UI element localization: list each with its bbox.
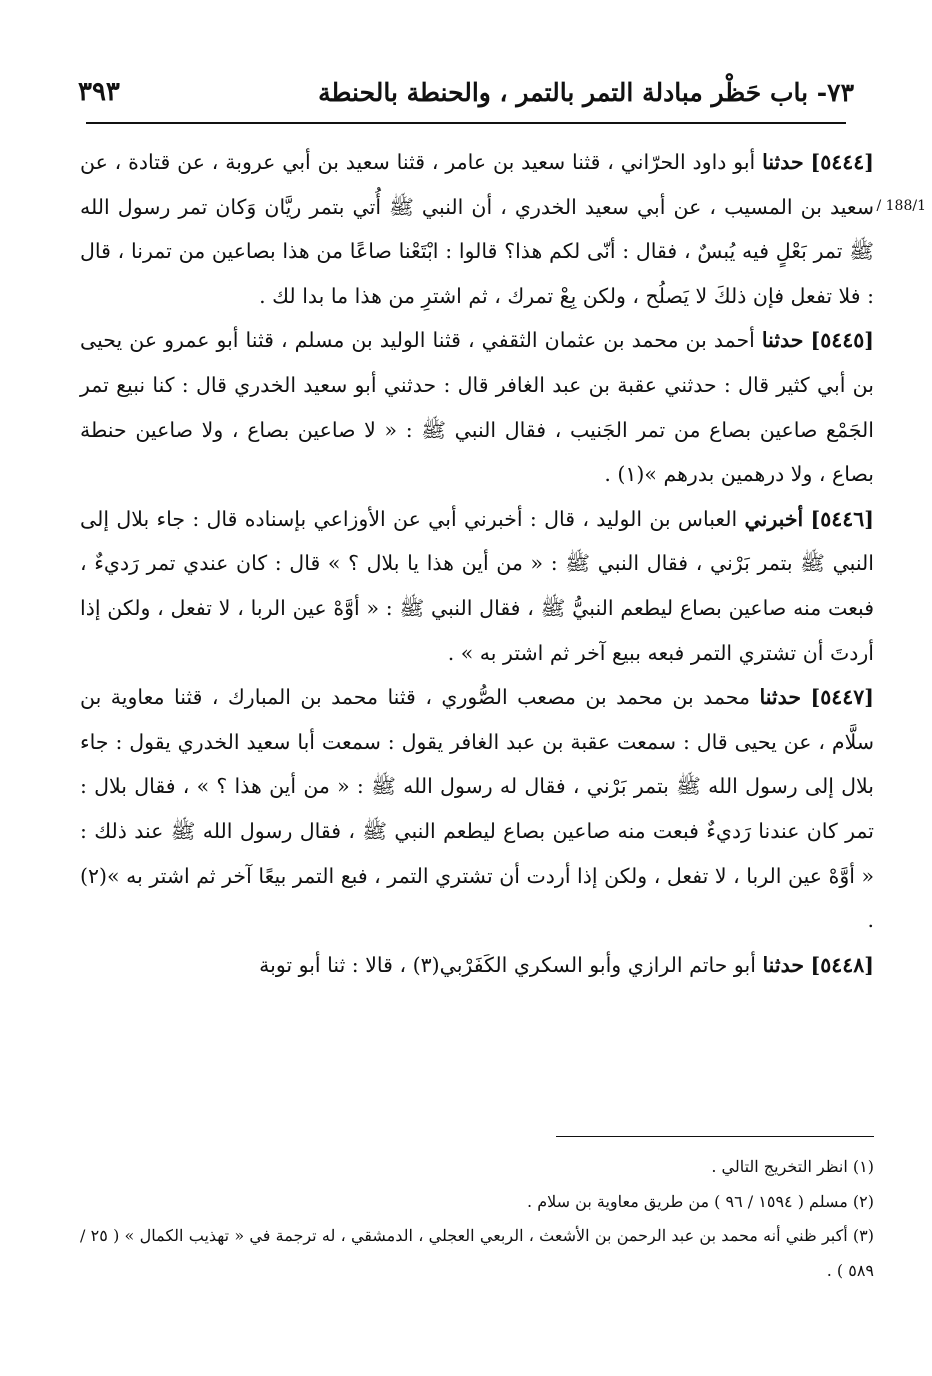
- hadith-number: [٥٤٤٤]: [810, 150, 874, 174]
- hadith-text: محمد بن محمد بن مصعب الصُّوري ، قثنا محمد بن المبارك ، قثنا معاوية بن سلَّام ، عن يحيى قال : سمعت عقبة بن عبد الغافر يقول : سمعت أبا سعيد الخدري يقول : جاء بلال إلى رسول الله ﷺ بتمر بَرْني ، فقال له رسول الله ﷺ : « من أين هذا ؟ » ، فقال بلال : تمر كان عندنا رَديءٌ فبعت منه صاعين بصاع ليطعم النبي ﷺ ، فقال رسول الله ﷺ عند ذلك : « أوَّهْ عين الربا ، لا تفعل ، ولكن إذا أردت أن تشتري التمر ، فبع التمر بيعًا آخر ثم اشتر به »(٢) .: [80, 685, 874, 933]
- hadith-5444: [80, 140, 874, 318]
- footnote-2: (٢) مسلم ( ١٥٩٤ / ٩٦ ) من طريق معاوية بن سلام .: [527, 1191, 874, 1211]
- hadith-5448: [80, 943, 874, 988]
- page-number: ٣٩٣: [78, 77, 120, 107]
- chapter-title: ٧٣- باب حَظْر مبادلة التمر بالتمر ، والحنطة بالحنطة: [318, 77, 854, 107]
- hadith-5445: [80, 318, 874, 496]
- hadith-number: [٥٤٤٨]: [810, 952, 874, 977]
- hadith-text: أبو داود الحرّاني ، قثنا سعيد بن عامر ، قثنا سعيد بن أبي عروبة ، عن قتادة ، عن سعيد بن المسيب ، عن أبي سعيد الخدري ، أن النبي ﷺ أُتي بتمر ريَّان وَكان تمر رسول الله ﷺ تمر بَعْلٍ فيه يُبسٌ ، فقال : أنّى لكم هذا؟ قالوا : ابْتَعْنا صاعًا من هذا بصاعين من تمرنا ، قال : فلا تفعل فإن ذلكَ لا يَصلُح ، ولكن بِعْ تمرك ، ثم اشترِ من هذا ما بدا لك .: [80, 150, 874, 308]
- hadith-lead-word: حدثنا: [761, 328, 804, 353]
- hadith-lead-word: أخبرني: [744, 506, 804, 531]
- hadith-lead-word: حدثنا: [762, 952, 805, 977]
- page-header: [78, 70, 854, 114]
- hadith-number: [٥٤٤٥]: [810, 328, 874, 353]
- footnote-3: (٣) أكبر ظني أنه محمد بن عبد الرحمن بن الأشعث ، الربعي العجلي ، الدمشقي ، له ترجمة في « تهذيب الكمال » ( ٢٥ / ٥٨٩ ) .: [80, 1226, 874, 1280]
- hadith-number: [٥٤٤٦]: [810, 506, 874, 531]
- margin-manuscript-reference: / 188/1: [876, 198, 926, 214]
- hadith-text: أحمد بن محمد بن عثمان الثقفي ، قثنا الوليد بن مسلم ، قثنا أبو عمرو عن يحيى بن أبي كثير قال : حدثني عقبة بن عبد الغافر قال : حدثني أبو سعيد الخدري قال : كنا نبيع تمر الجَمْع صاعين بصاع من تمر الجَنيب ، فقال النبي ﷺ : « لا صاعين بصاع ، ولا صاعين حنطة بصاع ، ولا درهمين بدرهم »(١) .: [80, 328, 874, 487]
- hadith-text: العباس بن الوليد ، قال : أخبرني أبي عن الأوزاعي بإسناده قال : جاء بلال إلى النبي ﷺ بتمر بَرْني ، فقال النبي ﷺ : « من أين هذا يا بلال ؟ » قال : كان عندي تمر رَديءٌ ، فبعت منه صاعين بصاع ليطعم النبيُّ ﷺ ، فقال النبي ﷺ : « أوَّهْ عين الربا ، لا تفعل ، ولكن إذا أردتَ أن تشتري التمر فبعه ببيع آخر ثم اشتر به » .: [80, 506, 874, 665]
- footnote-divider: [556, 1136, 874, 1137]
- footnote-1: (١) انظر التخريج التالي .: [711, 1157, 874, 1176]
- hadith-number: [٥٤٤٧]: [810, 685, 874, 710]
- hadith-5447: [80, 675, 874, 943]
- footnotes: [80, 1150, 874, 1288]
- hadith-5446: [80, 497, 874, 675]
- hadith-text: أبو حاتم الرازي وأبو السكري الكَفَرْبي(٣) ، قالا : ثنا أبو توبة: [259, 952, 756, 977]
- header-divider: [86, 122, 846, 124]
- hadith-lead-word: حدثنا: [762, 150, 804, 174]
- main-text: [80, 140, 874, 987]
- hadith-lead-word: حدثنا: [759, 685, 802, 710]
